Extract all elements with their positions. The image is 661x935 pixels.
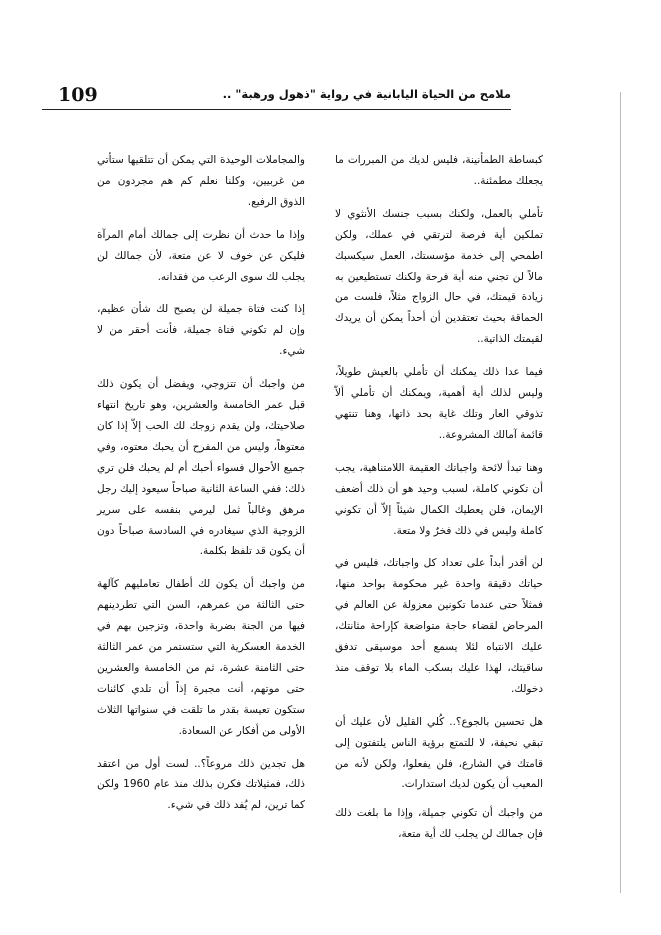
paragraph: هل تحسين بالجوع؟.. كُلي القليل لأن عليك أن تبقي نحيفة، لا للتمتع برؤية الناس يلتفتون إلى قامتك في الشارع، فلن يفعلوا، ولكن لأنه من المعيب أن يكون لديك استدارات. <box>335 715 543 791</box>
header-rule <box>42 109 511 110</box>
paragraph: هل تجدين ذلك مروعاً؟.. لست أول من اعتقد ذلك، فمثيلاتك فكرن بذلك منذ عام 1960 ولكن كما ترين، لم يُفد ذلك في شيء. <box>97 757 305 812</box>
paragraph: وهنا تبدأ لائحة واجباتك العقيمة اللامتناهية، يجب أن تكوني كاملة، لسبب وحيد هو أن ذلك أضعف الإيمان، فلن يعطيك الكمال شيئاً إلاّ أن تكوني كاملة وليس في ذلك فخرٌ ولا متعة. <box>335 461 543 537</box>
paragraph: لن أقدر أبداً على تعداد كل واجباتك، فليس في حياتك دقيقة واحدة غير محكومة بواحد منها، فمثلاً حتى عندما تكونين معزولة عن العالم في المرحاض لقضاء حاجة متواضعة كإراحة مثانتك، عليك الانتباه لئلا يسمع أحد موسيقى تدفق ساقيتك، لهذا عليك بسكب الماء بلا توقف منذ دخولك. <box>335 557 543 695</box>
text-column-right <box>335 150 543 845</box>
paragraph: من واجبك أن تكوني جميلة، وإذا ما بلغت ذلك فإن جمالك لن يجلب لك أية متعة، <box>335 807 543 841</box>
paragraph: وإذا ما حدث أن نظرت إلى جمالك أمام المرآة فليكن عن خوف لا عن متعة، لأن جمالك لن يجلب لك سوى الرعب من فقدانه. <box>97 228 305 283</box>
paragraph: من واجبك أن تتزوجي، ويفضل أن يكون ذلك قبل عمر الخامسة والعشرين، وهو تاريخ انتهاء صلاحيتك، ولن يقدم زوجك لك الحب إلاّ إذا كان معتوهاً، وليس من المفرح أن يحبك معتوه، وفي جميع الأحوال فسواء أحبك أم لم يحبك فلن تري ذلك: ففي الساعة الثانية صباحاً سيعود إليك رجل مرهق وغالباً ثمل ليرمي بنفسه على سرير الزوجية الذي سيغادره في السادسة صباحاً دون أن يكون قد تلفظ بكلمة. <box>97 378 305 558</box>
paragraph: تأملي بالعمل، ولكنك بسبب جنسك الأنثوي لا تملكين أية فرصة لترتقي في عملك، ولكن اطمحي إلى خدمة مؤسستك، العمل سيكسبك مالاً لن تجني منه أية فرحة ولكنك تستطيعين به زيادة قيمتك، في حال الزواج مثلاً، فلست من الحماقة بحيث تعتقدين أن أحداً يمكن أن يريدك لقيمتك الذاتية.. <box>335 207 543 346</box>
paragraph: فيما عدا ذلك يمكنك أن تأملي بالعيش طويلاً، وليس لذلك أية أهمية، ويمكنك أن تأملي ألاّ تذوقي العار وتلك غاية بحد ذاتها، وهنا تنتهي قائمة آمالك المشروعة.. <box>335 366 543 441</box>
page-header <box>58 84 511 110</box>
paragraph: كبساطة الطمأنينة، فليس لديك من المبررات ما يجعلك مطمئنة.. <box>335 154 543 187</box>
page-number: 109 <box>58 84 98 106</box>
paragraph: من واجبك أن يكون لك أطفال تعامليهم كآلهة حتى الثالثة من عمرهم، السن التي تطردينهم فيها من الجنة بضربة واحدة، وتزجين بهم في الخدمة العسكرية التي ستستمر من عمر الثالثة حتى الثامنة عشرة، ثم من الخامسة والعشرين حتى موتهم، أنت مجبرة إذاً أن تلدي كائنات ستكون تعيسة بقدر ما تلقت في سنواتها الثلاث الأولى من أفكار عن السعادة. <box>97 578 305 737</box>
running-title: ملامح من الحياة اليابانية في رواية "ذهول ورهبة" .. <box>222 87 511 101</box>
paragraph: والمجاملات الوحيدة التي يمكن أن تتلقيها ستأتي من غربيين، وكلنا نعلم كم هم مجردون من الذوق الرفيع. <box>97 154 305 208</box>
text-column-left <box>97 150 305 816</box>
paragraph: إذا كنت فتاة جميلة لن يصبح لك شأن عظيم، وإن لم تكوني فتاة جميلة، فأنت أحقر من لا شيء. <box>97 303 305 358</box>
page-spine-line <box>620 92 621 893</box>
